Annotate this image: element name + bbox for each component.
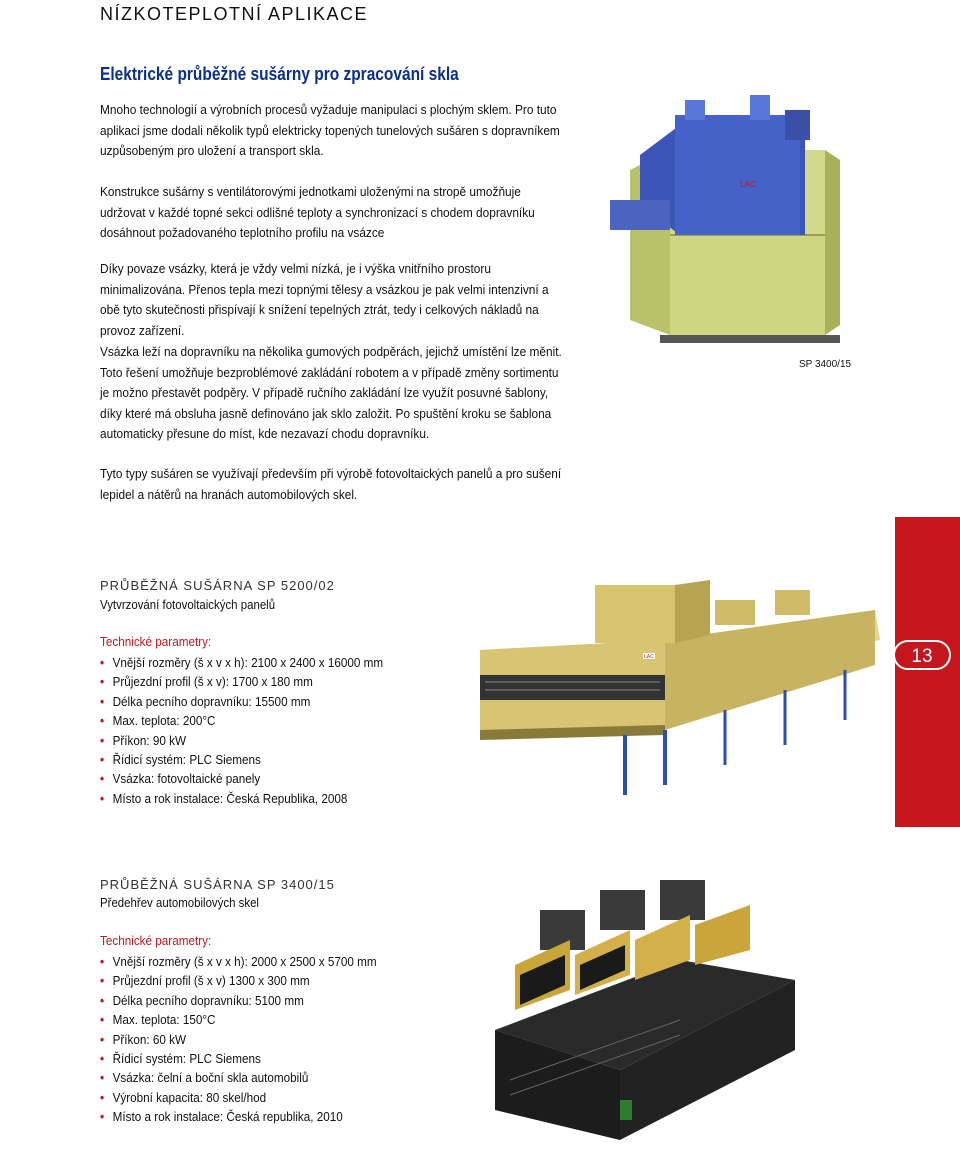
spec-item: • Vnější rozměry (š x v x h): 2100 x 2400 x 16000 mm xyxy=(100,653,383,672)
spec-item: • Max. teplota: 150°C xyxy=(100,1010,377,1029)
spec-item: • Řídicí systém: PLC Siemens xyxy=(100,750,383,769)
product-2-specs xyxy=(100,952,407,1127)
dryer-photo-sp3400-2 xyxy=(480,880,805,1155)
product-2-title: PRŮBĚŽNÁ SUŠÁRNA SP 3400/15 xyxy=(100,877,335,892)
image-caption: SP 3400/15 xyxy=(799,359,852,370)
intro-paragraph-2: Konstrukce sušárny s ventilátorovými jednotkami uloženými na stropě umožňuje udržovat v každé topné sekci odlišné teploty a synchronizací s chodem dopravníku dosáhnout požadovaného teplotního profilu na vsázce xyxy=(100,184,535,240)
product-1-title: PRŮBĚŽNÁ SUŠÁRNA SP 5200/02 xyxy=(100,578,335,593)
spec-item: • Vsázka: čelní a boční skla automobilů xyxy=(100,1068,377,1087)
spec-item: • Místo a rok instalace: Česká Republika, 2008 xyxy=(100,789,383,808)
spec-item: • Průjezdní profil (š x v) 1300 x 300 mm xyxy=(100,971,377,990)
lac-logo: LAC xyxy=(740,180,756,189)
dryer-photo-sp3400 xyxy=(600,95,855,350)
product-2-params-label: Technické parametry: xyxy=(100,933,212,948)
spec-item: • Délka pecního dopravníku: 5100 mm xyxy=(100,991,377,1010)
spec-item: • Délka pecního dopravníku: 15500 mm xyxy=(100,692,383,711)
spec-item: • Výrobní kapacita: 80 skel/hod xyxy=(100,1088,377,1107)
product-1-subtitle: Vytvrzování fotovoltaických panelů xyxy=(100,597,276,612)
intro-paragraph-1: Mnoho technologií a výrobních procesů vyžaduje manipulaci s plochým sklem. Pro tuto aplikaci jsme dodali několik typů elektricky topených tunelových sušáren s dopravníkem uzpůsobeným pro uložení a transport skla. xyxy=(100,102,560,158)
product-2-subtitle: Předehřev automobilových skel xyxy=(100,895,259,910)
spec-item: • Příkon: 60 kW xyxy=(100,1030,377,1049)
section-header: NÍZKOTEPLOTNÍ APLIKACE xyxy=(100,4,369,24)
spec-item: • Max. teplota: 200°C xyxy=(100,711,383,730)
product-1-specs xyxy=(100,653,415,808)
spec-item: • Průjezdní profil (š x v): 1700 x 180 mm xyxy=(100,672,383,691)
dryer-photo-sp5200 xyxy=(475,570,890,805)
intro-paragraph-5: Tyto typy sušáren se využívají především při výrobě fotovoltaických panelů a pro sušení lepidel a nátěrů na hranách automobilových skel. xyxy=(100,466,562,502)
lac-logo: LAC xyxy=(644,654,654,660)
spec-item: • Vsázka: fotovoltaické panely xyxy=(100,769,383,788)
spec-item: • Příkon: 90 kW xyxy=(100,731,383,750)
intro-paragraph-3: Díky povaze vsázky, která je vždy velmi nízká, je i výška vnitřního prostoru minimalizována. Přenos tepla mezi topnými tělesy a vsázkou je pak velmi intenzivní a obě tyto skutečnosti přispívají k snížení tepelných ztrát, tedy i celkových nákladů na provoz zařízení. xyxy=(100,261,549,338)
spec-item: • Řídicí systém: PLC Siemens xyxy=(100,1049,377,1068)
spec-item: • Vnější rozměry (š x v x h): 2000 x 2500 x 5700 mm xyxy=(100,952,377,971)
page-number: 13 xyxy=(893,640,951,670)
page-tab xyxy=(895,517,960,827)
spec-item: • Místo a rok instalace: Česká republika, 2010 xyxy=(100,1107,377,1126)
intro-title: Elektrické průběžné sušárny pro zpracování skla xyxy=(100,64,459,84)
product-1-params-label: Technické parametry: xyxy=(100,634,212,649)
intro-paragraph-4: Vsázka leží na dopravníku na několika gumových podpěrách, jejichž umístění lze měnit. Toto řešení umožňuje bezproblémové zakládání robotem a v případě změny sortimentu je možno přestavět podpěry. V případě ručního zakládání lze využít posuvné šablony, díky které má obsluha jasně definováno jak sklo založit. Po spuštění kroku se šablona automaticky přesune do míst, kde nezavazí chodu dopravníku. xyxy=(100,344,562,441)
